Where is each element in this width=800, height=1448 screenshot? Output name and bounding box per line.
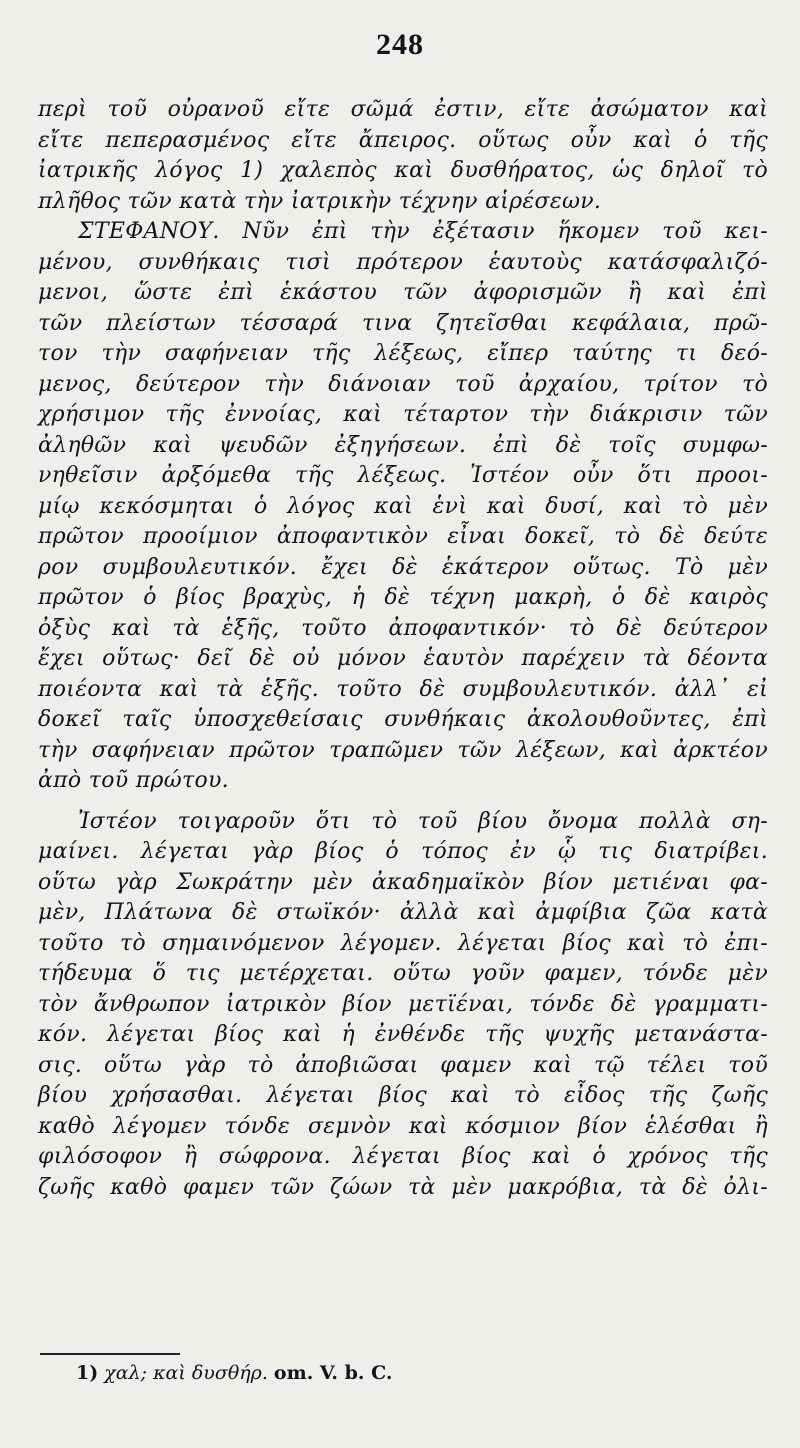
text-line: ρον συμβουλευτικόν. ἔχει δὲ ἑκάτερον οὕτως. Τὸ μὲν [38, 554, 768, 580]
text-line: χρήσιμον τῆς ἐννοίας, καὶ τέταρτον τὴν διάκρισιν τῶν [38, 402, 768, 427]
text-line: τὸν ἄνθρωπον ἰατρικὸν βίον μετϊέναι, τόνδε δὲ γραμματι- [38, 991, 768, 1017]
text-line: μαίνει. λέγεται γὰρ βίος ὁ τόπος ἐν ᾧ τις διατρίβει. [38, 839, 768, 864]
text-line: ποιέοντα καὶ τὰ ἑξῆς. τοῦτο δὲ συμβουλευτικόν. ἀλλ᾽ εἰ [38, 676, 768, 702]
text-line: ἔχει οὕτως· δεῖ δὲ οὐ μόνον ἑαυτὸν παρέχειν τὰ δέοντα [38, 646, 768, 671]
text-line: ἀληθῶν καὶ ψευδῶν ἐξηγήσεων. ἐπὶ δὲ τοῖς συμφω- [38, 432, 768, 458]
footnote-text: χαλ; καὶ δυσθήρ. [104, 1362, 268, 1384]
text-line: μένου, συνθήκαις τισὶ πρότερον ἑαυτοὺς κατάσφαλιζό- [38, 249, 768, 275]
text-line: πρῶτον προοίμιον ἀποφαντικὸν εἶναι δοκεῖ, τὸ δὲ δεύτε [38, 524, 768, 549]
text-line: μενος, δεύτερον τὴν διάνοιαν τοῦ ἀρχαίου, τρίτον τὸ [38, 371, 768, 397]
footnote-rule [40, 1353, 180, 1355]
text-line: ἀπὸ τοῦ πρώτου. [38, 768, 229, 793]
text-line: Ἰστέον τοιγαροῦν ὅτι τὸ τοῦ βίου ὄνομα πολλὰ ση- [78, 808, 768, 834]
text-line: ΣΤΕΦΑΝΟΥ. Νῦν ἐπὶ τὴν ἐξέτασιν ἥκομεν τοῦ κει- [78, 219, 768, 244]
text-line: μίῳ κεκόσμηται ὁ λόγος καὶ ἑνὶ καὶ δυσί, καὶ τὸ μὲν [38, 493, 768, 519]
body-text [38, 95, 768, 1203]
text-line: τῶν πλείστων τέσσαρά τινα ζητεῖσθαι κεφάλαια, πρῶ- [38, 310, 768, 336]
text-line: τον τὴν σαφήνειαν τῆς λέξεως, εἴπερ ταύτης τι δεό- [38, 341, 768, 366]
footnote-sigla: om. V. b. C. [273, 1362, 393, 1384]
footnote [76, 1362, 393, 1384]
text-line: βίου χρήσασθαι. λέγεται βίος καὶ τὸ εἶδος τῆς ζωῆς [38, 1083, 768, 1108]
text-line: τήδευμα ὅ τις μετέρχεται. οὕτω γοῦν φαμεν, τόνδε μὲν [38, 961, 768, 986]
text-line: τὴν σαφήνειαν πρῶτον τραπῶμεν τῶν λέξεων, καὶ ἀρκτέον [38, 737, 768, 763]
text-line: τοῦτο τὸ σημαινόμενον λέγομεν. λέγεται βίος καὶ τὸ ἐπι- [38, 930, 768, 956]
text-line: μὲν, Πλάτωνα δὲ στωϊκόν· ἀλλὰ καὶ ἀμφίβια ζῶα κατὰ [38, 900, 768, 925]
text-line: εἴτε πεπερασμένος εἴτε ἄπειρος. οὕτως οὖν καὶ ὁ τῆς [38, 127, 768, 153]
text-line: φιλόσοφον ἢ σώφρονα. λέγεται βίος καὶ ὁ χρόνος τῆς [38, 1144, 768, 1169]
text-line: νηθεῖσιν ἀρξόμεθα τῆς λέξεως. Ἰστέον οὖν ὅτι προοι- [38, 463, 768, 488]
text-line: μενοι, ὥστε ἐπὶ ἑκάστου τῶν ἀφορισμῶν ἢ καὶ ἐπὶ [38, 280, 768, 305]
text-line: δοκεῖ ταῖς ὑποσχεθείσαις συνθήκαις ἀκολουθοῦντες, ἐπὶ [38, 707, 768, 732]
text-line: σις. οὕτω γὰρ τὸ ἀποβιῶσαι φαμεν καὶ τῷ τέλει τοῦ [38, 1052, 768, 1078]
text-line: ἰατρικῆς λόγος 1) χαλεπὸς καὶ δυσθήρατος, ὡς δηλοῖ τὸ [38, 158, 768, 183]
text-line: πλῆθος τῶν κατὰ τὴν ἰατρικὴν τέχνην αἱρέσεων. [38, 188, 602, 214]
text-line: περὶ τοῦ οὐρανοῦ εἴτε σῶμά ἐστιν, εἴτε ἀσώματον καὶ [38, 97, 768, 122]
footnote-marker: 1) [76, 1362, 99, 1384]
text-line: ὀξὺς καὶ τὰ ἑξῆς, τοῦτο ἀποφαντικόν· τὸ δὲ δεύτερον [38, 615, 768, 641]
text-line: καθὸ λέγομεν τόνδε σεμνὸν καὶ κόσμιον βίον ἑλέσθαι ἢ [38, 1113, 768, 1139]
text-line: πρῶτον ὁ βίος βραχὺς, ἡ δὲ τέχνη μακρὴ, ὁ δὲ καιρὸς [38, 585, 768, 610]
text-line: ζωῆς καθὸ φαμεν τῶν ζώων τὰ μὲν μακρόβια, τὰ δὲ ὀλι- [38, 1174, 768, 1200]
text-line: οὕτω γὰρ Σωκράτην μὲν ἀκαδημαϊκὸν βίον μετιέναι φα- [38, 869, 768, 895]
text-line: κόν. λέγεται βίος καὶ ἡ ἐνθένδε τῆς ψυχῆς μετανάστα- [38, 1022, 768, 1047]
page-number: 248 [376, 28, 424, 61]
